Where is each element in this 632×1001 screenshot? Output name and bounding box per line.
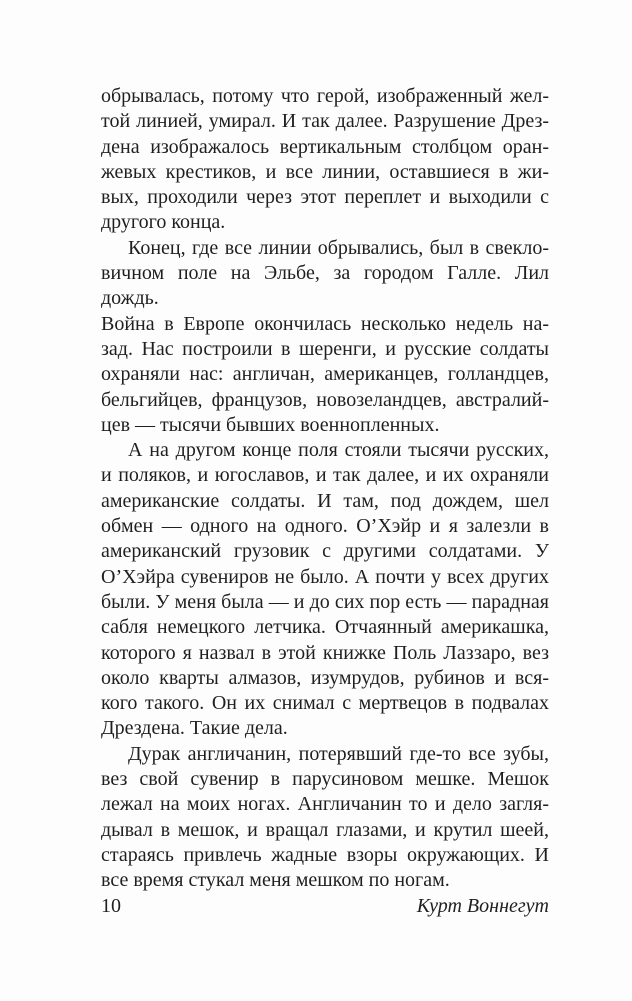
text-line: американский грузовик с другими солдатами. У [101, 540, 549, 563]
paragraph [101, 236, 549, 438]
body-text [101, 84, 549, 894]
text-line: той линией, умирал. И так далее. Разрушение Дрез- [101, 110, 549, 133]
text-line: О’Хэйра сувениров не было. А почти у всех других [101, 565, 549, 588]
text-line: жевых крестиков, и все линии, оставшиеся в жи- [101, 160, 549, 183]
text-line: дывал в мешок, и вращал глазами, и крутил шеей, [101, 818, 549, 841]
paragraph [101, 742, 549, 894]
page-footer [101, 894, 549, 919]
text-line: Дрездена. Такие дела. [101, 717, 288, 740]
paragraph [101, 438, 549, 742]
text-line: около кварты алмазов, изумрудов, рубинов и вся- [101, 666, 549, 689]
running-title: Курт Воннегут [416, 895, 549, 917]
text-line: американские солдаты. И там, под дождем, шел [101, 489, 549, 512]
text-line: лежал на моих ногах. Англичанин то и дело загля- [101, 793, 549, 816]
text-line: вез свой сувенир в парусиновом мешке. Мешок [101, 768, 549, 791]
paragraph [101, 84, 549, 236]
text-line: были. У меня была — и до сих пор есть — парадная [101, 590, 549, 613]
text-line: другого конца. [101, 211, 226, 234]
text-line: бельгийцев, французов, новозеландцев, австралий- [101, 388, 549, 411]
text-line: вичном поле на Эльбе, за городом Галле. Лил дождь. [101, 262, 549, 310]
text-line: сабля немецкого летчика. Отчаянный америкашка, [101, 616, 549, 639]
page-number: 10 [101, 895, 121, 917]
text-line: вых, проходили через этот переплет и выходили с [101, 186, 549, 209]
text-line: кого такого. Он их снимал с мертвецов в подвалах [101, 692, 549, 715]
text-line: и поляков, и югославов, и так далее, и их охраняли [101, 464, 549, 487]
text-line: Конец, где все линии обрывались, был в свекло- [128, 236, 549, 259]
text-line: Война в Европе окончилась несколько недель на- [101, 312, 549, 335]
text-line: цев — тысячи бывших военнопленных. [101, 413, 440, 436]
text-line: Дурак англичанин, потерявший где-то все зубы, [128, 742, 549, 765]
text-line: которого я назвал в этой книжке Поль Лаззаро, вез [101, 641, 549, 664]
text-line: все время стукал меня мешком по ногам. [101, 869, 450, 892]
text-line: А на другом конце поля стояли тысячи русских, [128, 439, 549, 462]
text-line: охраняли нас: англичан, американцев, голландцев, [101, 363, 549, 386]
text-line: стараясь привлечь жадные взоры окружающих. И [101, 843, 549, 866]
text-line: обрывалась, потому что герой, изображенный жел- [101, 85, 549, 107]
text-line: обмен — одного на одного. О’Хэйр и я залезли в [101, 515, 549, 538]
text-line: зад. Нас построили в шеренги, и русские солдаты [101, 337, 549, 360]
text-line: дена изображалось вертикальным столбцом оран- [101, 135, 549, 158]
